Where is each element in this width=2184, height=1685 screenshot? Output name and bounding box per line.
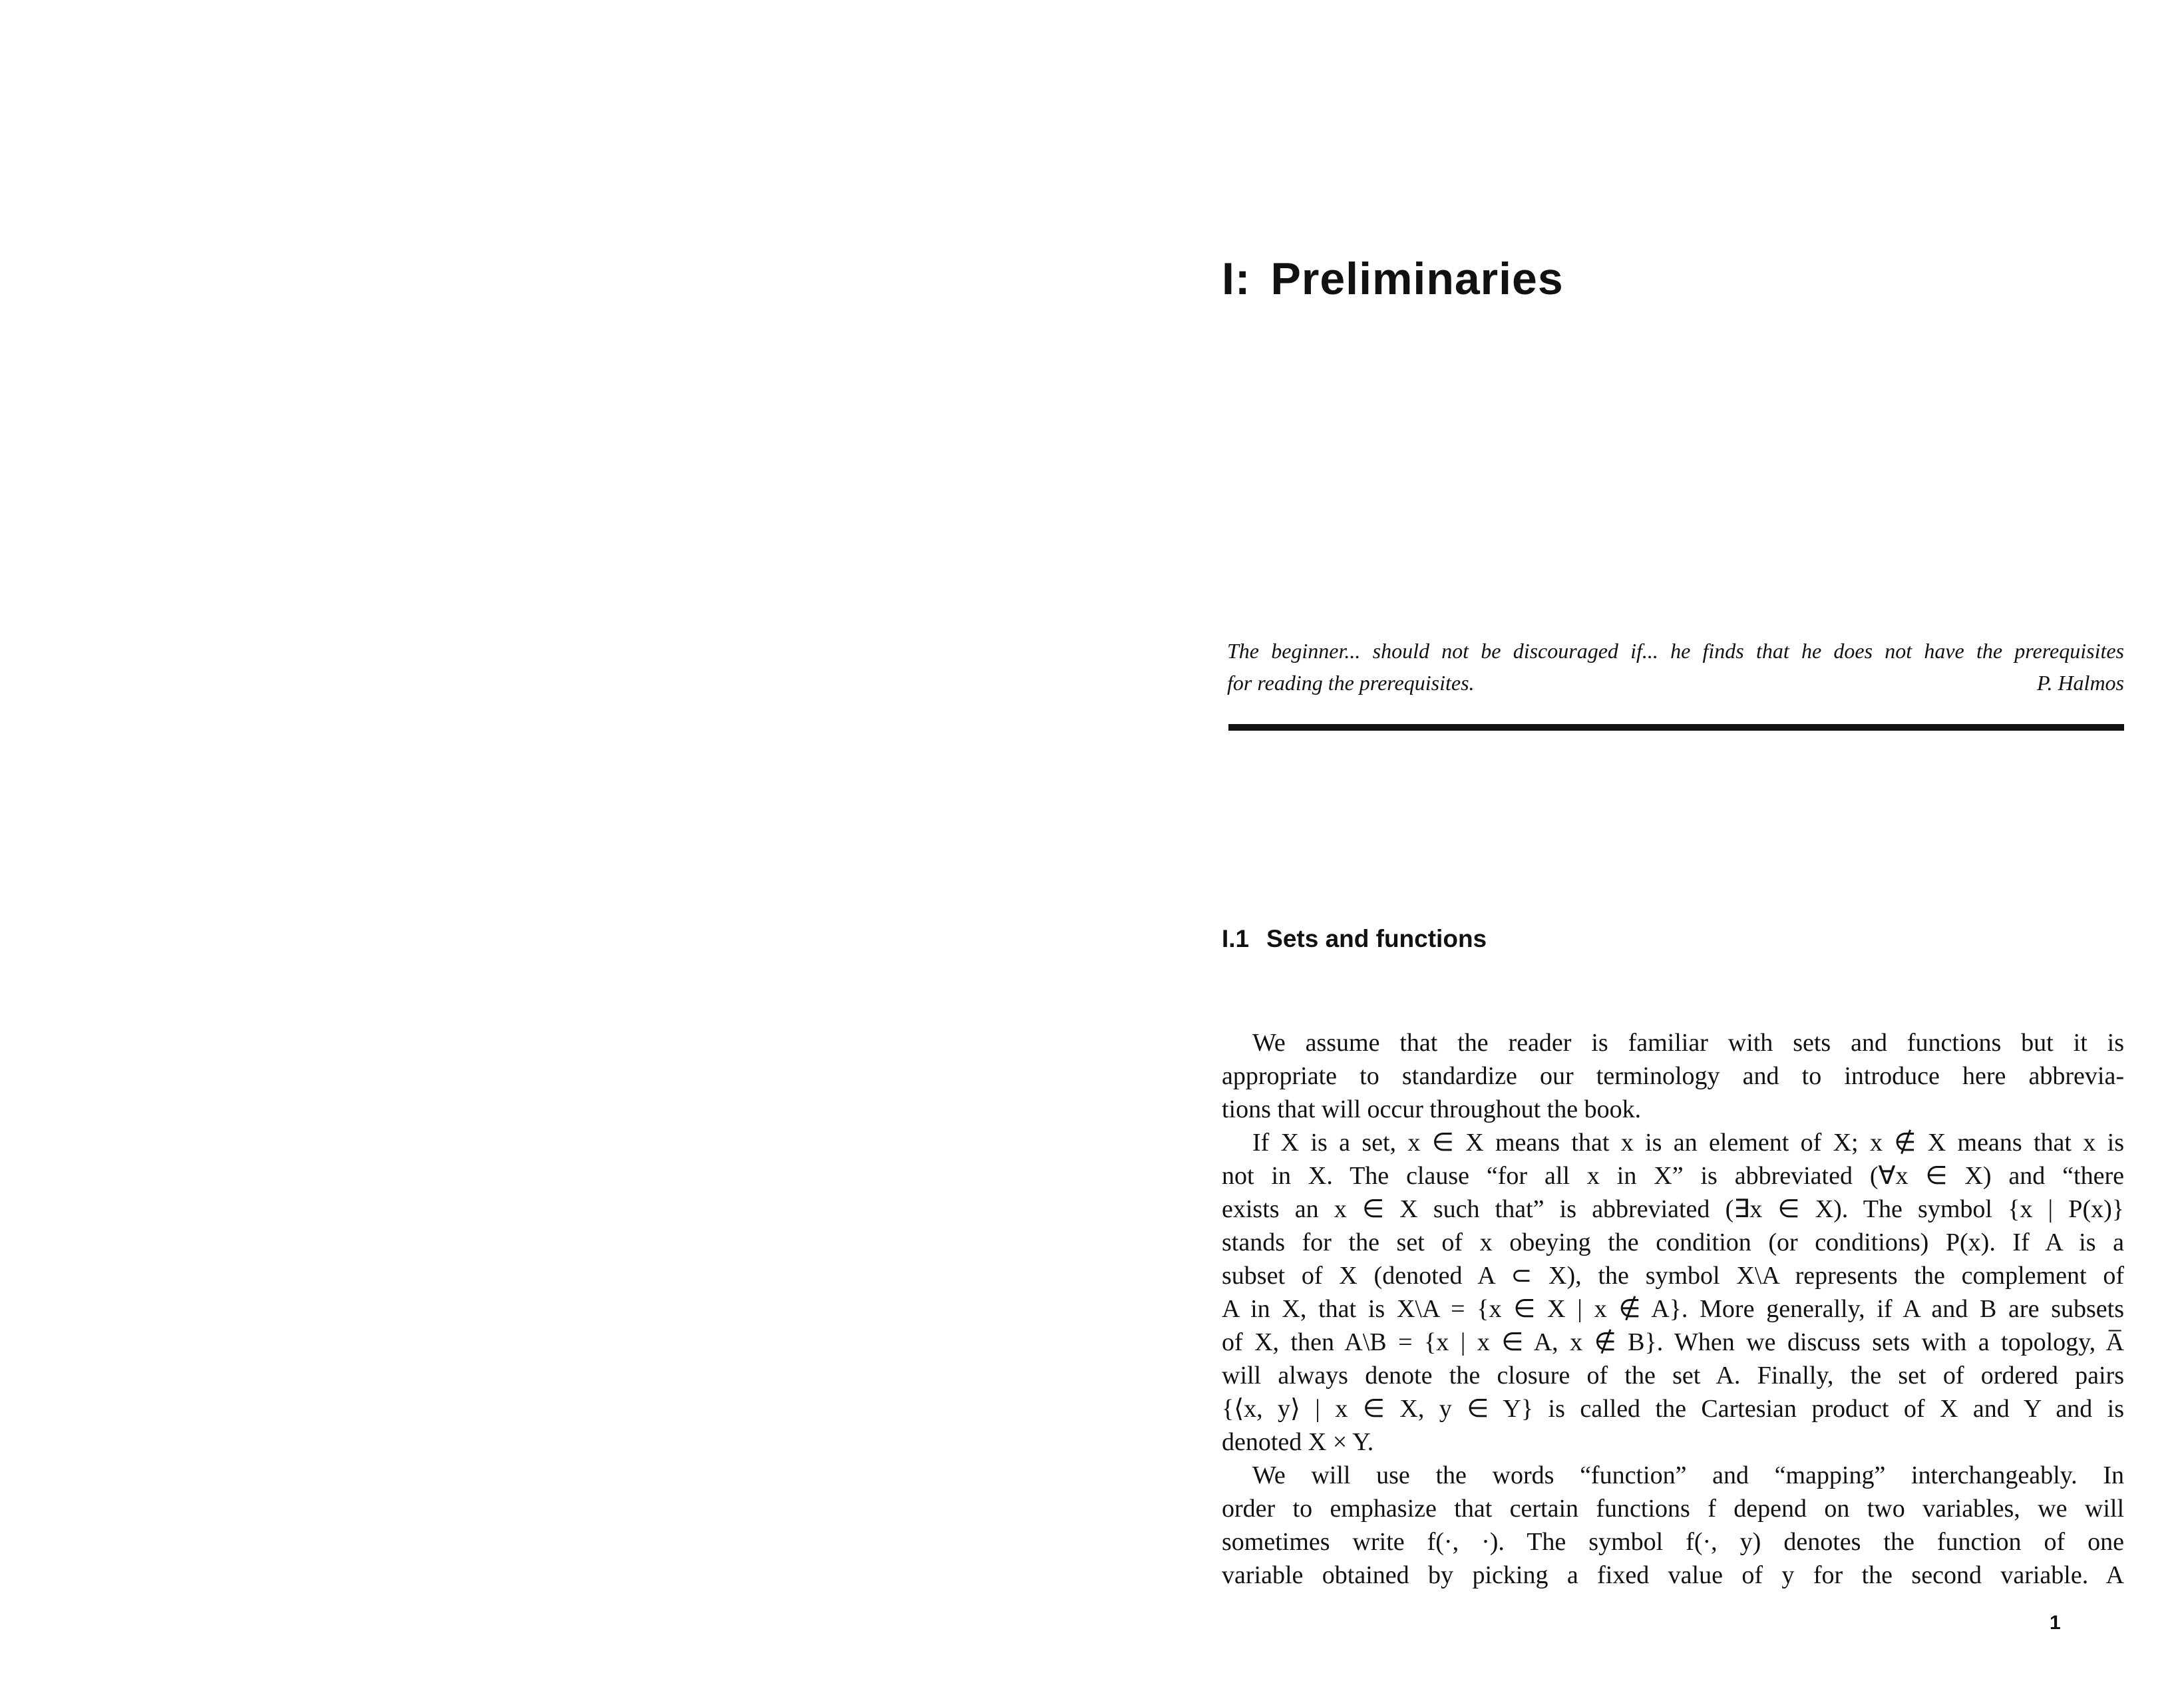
epigraph — [1227, 635, 2124, 699]
chapter-title — [1222, 253, 1564, 305]
body-line: A in X, that is X\A = {x ∈ X | x ∉ A}. More generally, if A and B are subsets — [1222, 1295, 2124, 1323]
chapter-title-text: Preliminaries — [1270, 254, 1564, 304]
right-page — [1222, 0, 2129, 1685]
section-title: Sets and functions — [1266, 925, 1487, 952]
body-line: not in X. The clause “for all x in X” is abbreviated (∀x ∈ X) and “there — [1222, 1162, 2124, 1190]
epigraph-line-1: The beginner... should not be discouraged if... he finds that he does not have the prerequisites — [1227, 639, 2124, 663]
body-line: tions that will occur throughout the book. — [1222, 1095, 1642, 1123]
body-text — [1222, 1026, 2124, 1592]
epigraph-author: P. Halmos — [2037, 671, 2124, 695]
epigraph-line-2-text: for reading the prerequisites. — [1227, 671, 1475, 695]
section-divider-rule — [1228, 724, 2124, 731]
body-line: {⟨x, y⟩ | x ∈ X, y ∈ Y} is called the Cartesian product of X and Y and is — [1222, 1395, 2124, 1423]
page-number: 1 — [2050, 1612, 2061, 1634]
body-line: appropriate to standardize our terminology and to introduce here abbrevia- — [1222, 1062, 2124, 1090]
body-line: variable obtained by picking a fixed value of y for the second variable. A — [1222, 1561, 2124, 1589]
body-line: sometimes write f(·, ·). The symbol f(·, y) denotes the function of one — [1222, 1528, 2124, 1556]
body-line: subset of X (denoted A ⊂ X), the symbol X\A represents the complement of — [1222, 1262, 2124, 1290]
body-line: We will use the words “function” and “mapping” interchangeably. In — [1252, 1461, 2124, 1489]
body-line: If X is a set, x ∈ X means that x is an element of X; x ∉ X means that x is — [1252, 1129, 2124, 1157]
body-line: denoted X × Y. — [1222, 1428, 1374, 1456]
body-line: order to emphasize that certain functions f depend on two variables, we will — [1222, 1495, 2124, 1523]
body-line: of X, then A\B = {x | x ∈ A, x ∉ B}. When we discuss sets with a topology, A̅ — [1222, 1328, 2124, 1356]
section-number: I.1 — [1222, 925, 1250, 952]
body-line: will always denote the closure of the set A. Finally, the set of ordered pairs — [1222, 1362, 2124, 1390]
body-line: We assume that the reader is familiar with sets and functions but it is — [1252, 1029, 2124, 1057]
section-heading — [1222, 925, 1487, 953]
epigraph-line-2 — [1227, 667, 2124, 699]
chapter-number: I: — [1222, 254, 1251, 304]
body-line: exists an x ∈ X such that” is abbreviated (∃x ∈ X). The symbol {x | P(x)} — [1222, 1195, 2124, 1223]
body-line: stands for the set of x obeying the condition (or conditions) P(x). If A is a — [1222, 1228, 2124, 1256]
